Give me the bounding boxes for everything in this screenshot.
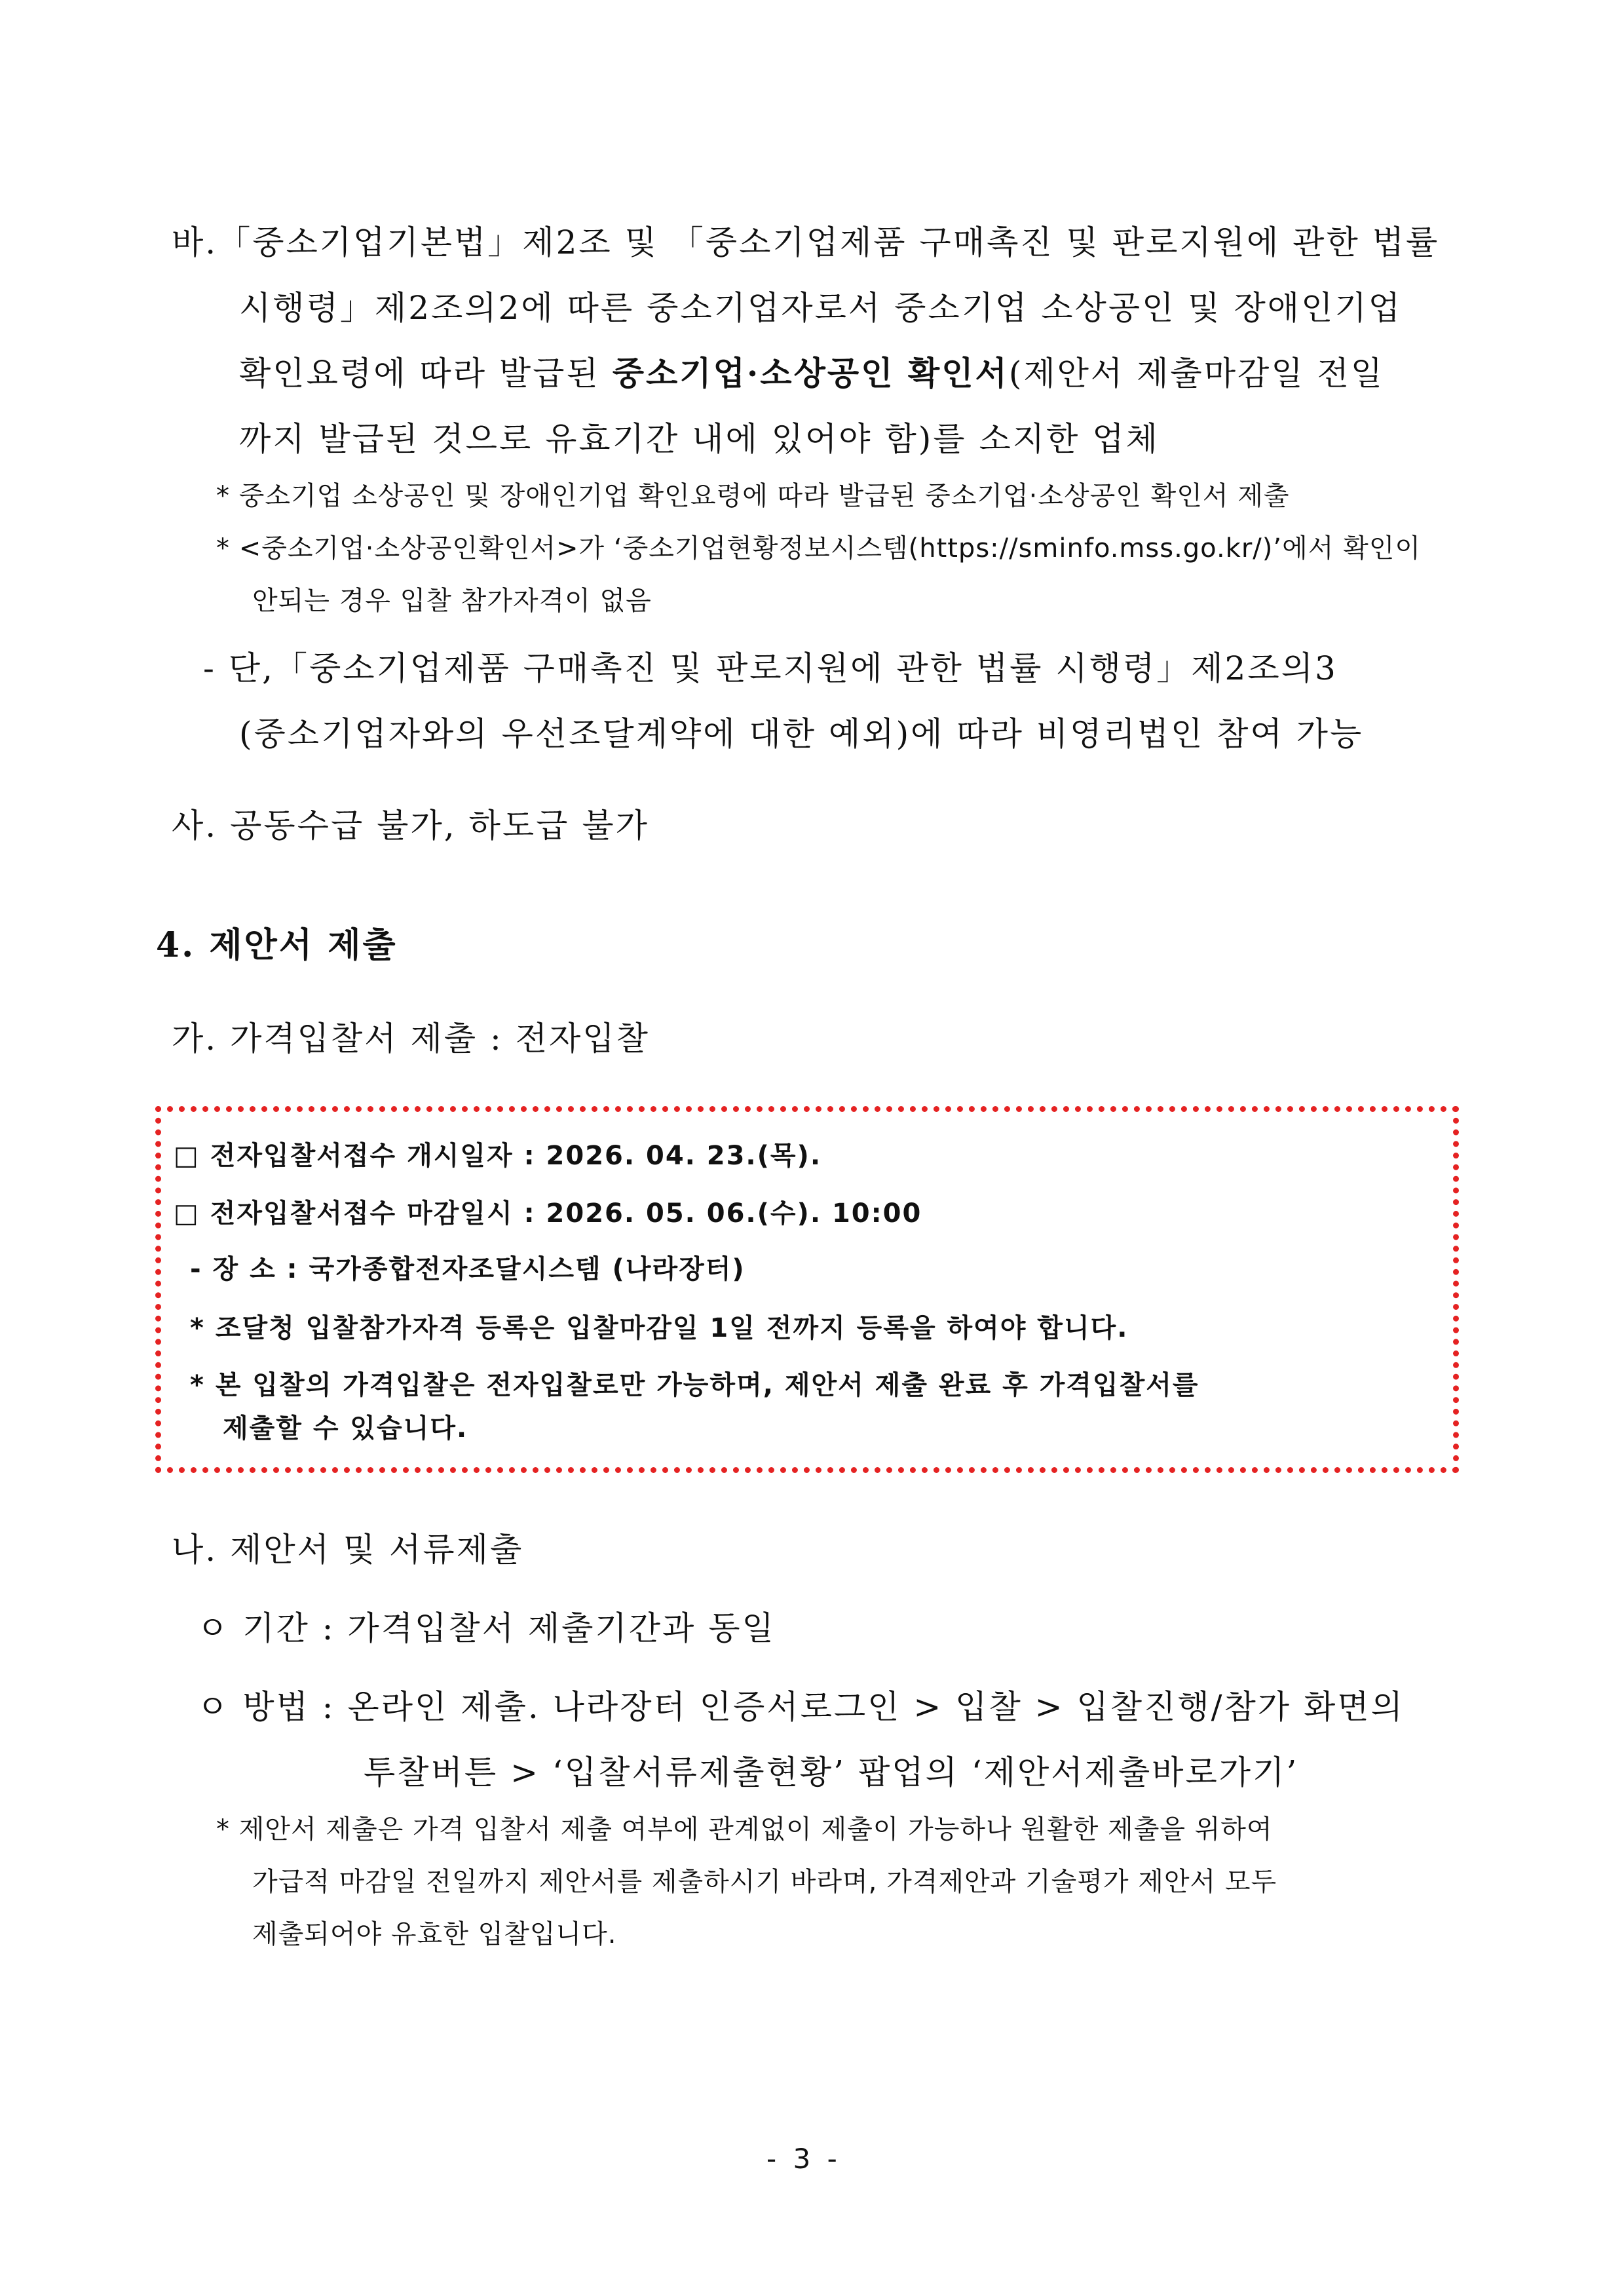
section-ba-line-2: 시행령」제2조의2에 따른 중소기업자로서 중소기업 소상공인 및 장애인기업 bbox=[239, 289, 1402, 327]
section-sa: 사. 공동수급 불가, 하도급 불가 bbox=[172, 807, 649, 845]
section-ba-dash-1a: - 단,「중소기업제품 구매촉진 및 판로지원에 관한 법률 시행령」제2조의3 bbox=[203, 649, 1338, 687]
section-ba-line-1: 바.「중소기업기본법」제2조 및 「중소기업제품 구매촉진 및 판로지원에 관한 법률 bbox=[172, 223, 1440, 261]
notice-box-line-4: * 조달청 입찰참가자격 등록은 입찰마감일 1일 전까지 등록을 하여야 합니다. bbox=[190, 1313, 1129, 1343]
section-ba-line-3-pre: 확인요령에 따라 발급된 bbox=[239, 354, 613, 392]
notice-box-line-5a: * 본 입찰의 가격입찰은 전자입찰로만 가능하며, 제안서 제출 완료 후 가격입찰서를 bbox=[190, 1370, 1199, 1400]
heading-proposal-submission: 4. 제안서 제출 bbox=[156, 925, 398, 965]
notice-box-line-3: - 장 소 : 국가종합전자조달시스템 (나라장터) bbox=[190, 1254, 746, 1284]
notice-box-line-2: □ 전자입찰서접수 마감일시 : 2026. 05. 06.(수). 10:00 bbox=[174, 1198, 922, 1229]
section-na-method-a: ㅇ 방법 : 온라인 제출. 나라장터 인증서로그인 > 입찰 > 입찰진행/참가 화면의 bbox=[197, 1688, 1405, 1726]
section-ba-line-3-post: (제안서 제출마감일 전일 bbox=[1008, 354, 1385, 392]
notice-box-line-5b: 제출할 수 있습니다. bbox=[223, 1413, 468, 1444]
section-ba-line-3 bbox=[239, 347, 1384, 394]
page-number: - 3 - bbox=[766, 2143, 841, 2175]
section-ba-dash-1b: (중소기업자와의 우선조달계약에 대한 예외)에 따라 비영리법인 참여 가능 bbox=[239, 715, 1364, 753]
section-ba-note-1: * 중소기업 소상공인 및 장애인기업 확인요령에 따라 발급된 중소기업·소상공인 확인서 제출 bbox=[216, 481, 1290, 511]
section-na-method-b: 투찰버튼 > ‘입찰서류제출현황’ 팝업의 ‘제안서제출바로가기’ bbox=[364, 1753, 1299, 1791]
section-ba-note-2a: * <중소기업·소상공인확인서>가 ‘중소기업현황정보시스템(https://sminfo.mss.go.kr/)’에서 확인이 bbox=[216, 533, 1421, 564]
certificate-name: 중소기업·소상공인 확인서 bbox=[612, 354, 1009, 392]
section-na-note-b: 가급적 마감일 전일까지 제안서를 제출하시기 바라며, 가격제안과 기술평가 제안서 모두 bbox=[252, 1867, 1277, 1897]
section-ba-note-2b: 안되는 경우 입찰 참가자격이 없음 bbox=[252, 586, 652, 616]
section-ga: 가. 가격입찰서 제출 : 전자입찰 bbox=[172, 1020, 650, 1058]
section-ba-line-4: 까지 발급된 것으로 유효기간 내에 있어야 함)를 소지한 업체 bbox=[239, 420, 1160, 458]
notice-box-line-1: □ 전자입찰서접수 개시일자 : 2026. 04. 23.(목). bbox=[174, 1141, 822, 1171]
section-na-note-a: * 제안서 제출은 가격 입찰서 제출 여부에 관계없이 제출이 가능하나 원활한 제출을 위하여 bbox=[216, 1814, 1273, 1845]
section-na-title: 나. 제안서 및 서류제출 bbox=[172, 1531, 524, 1569]
section-na-period: ㅇ 기간 : 가격입찰서 제출기간과 동일 bbox=[197, 1609, 776, 1647]
section-na-note-c: 제출되어야 유효한 입찰입니다. bbox=[252, 1919, 617, 1949]
